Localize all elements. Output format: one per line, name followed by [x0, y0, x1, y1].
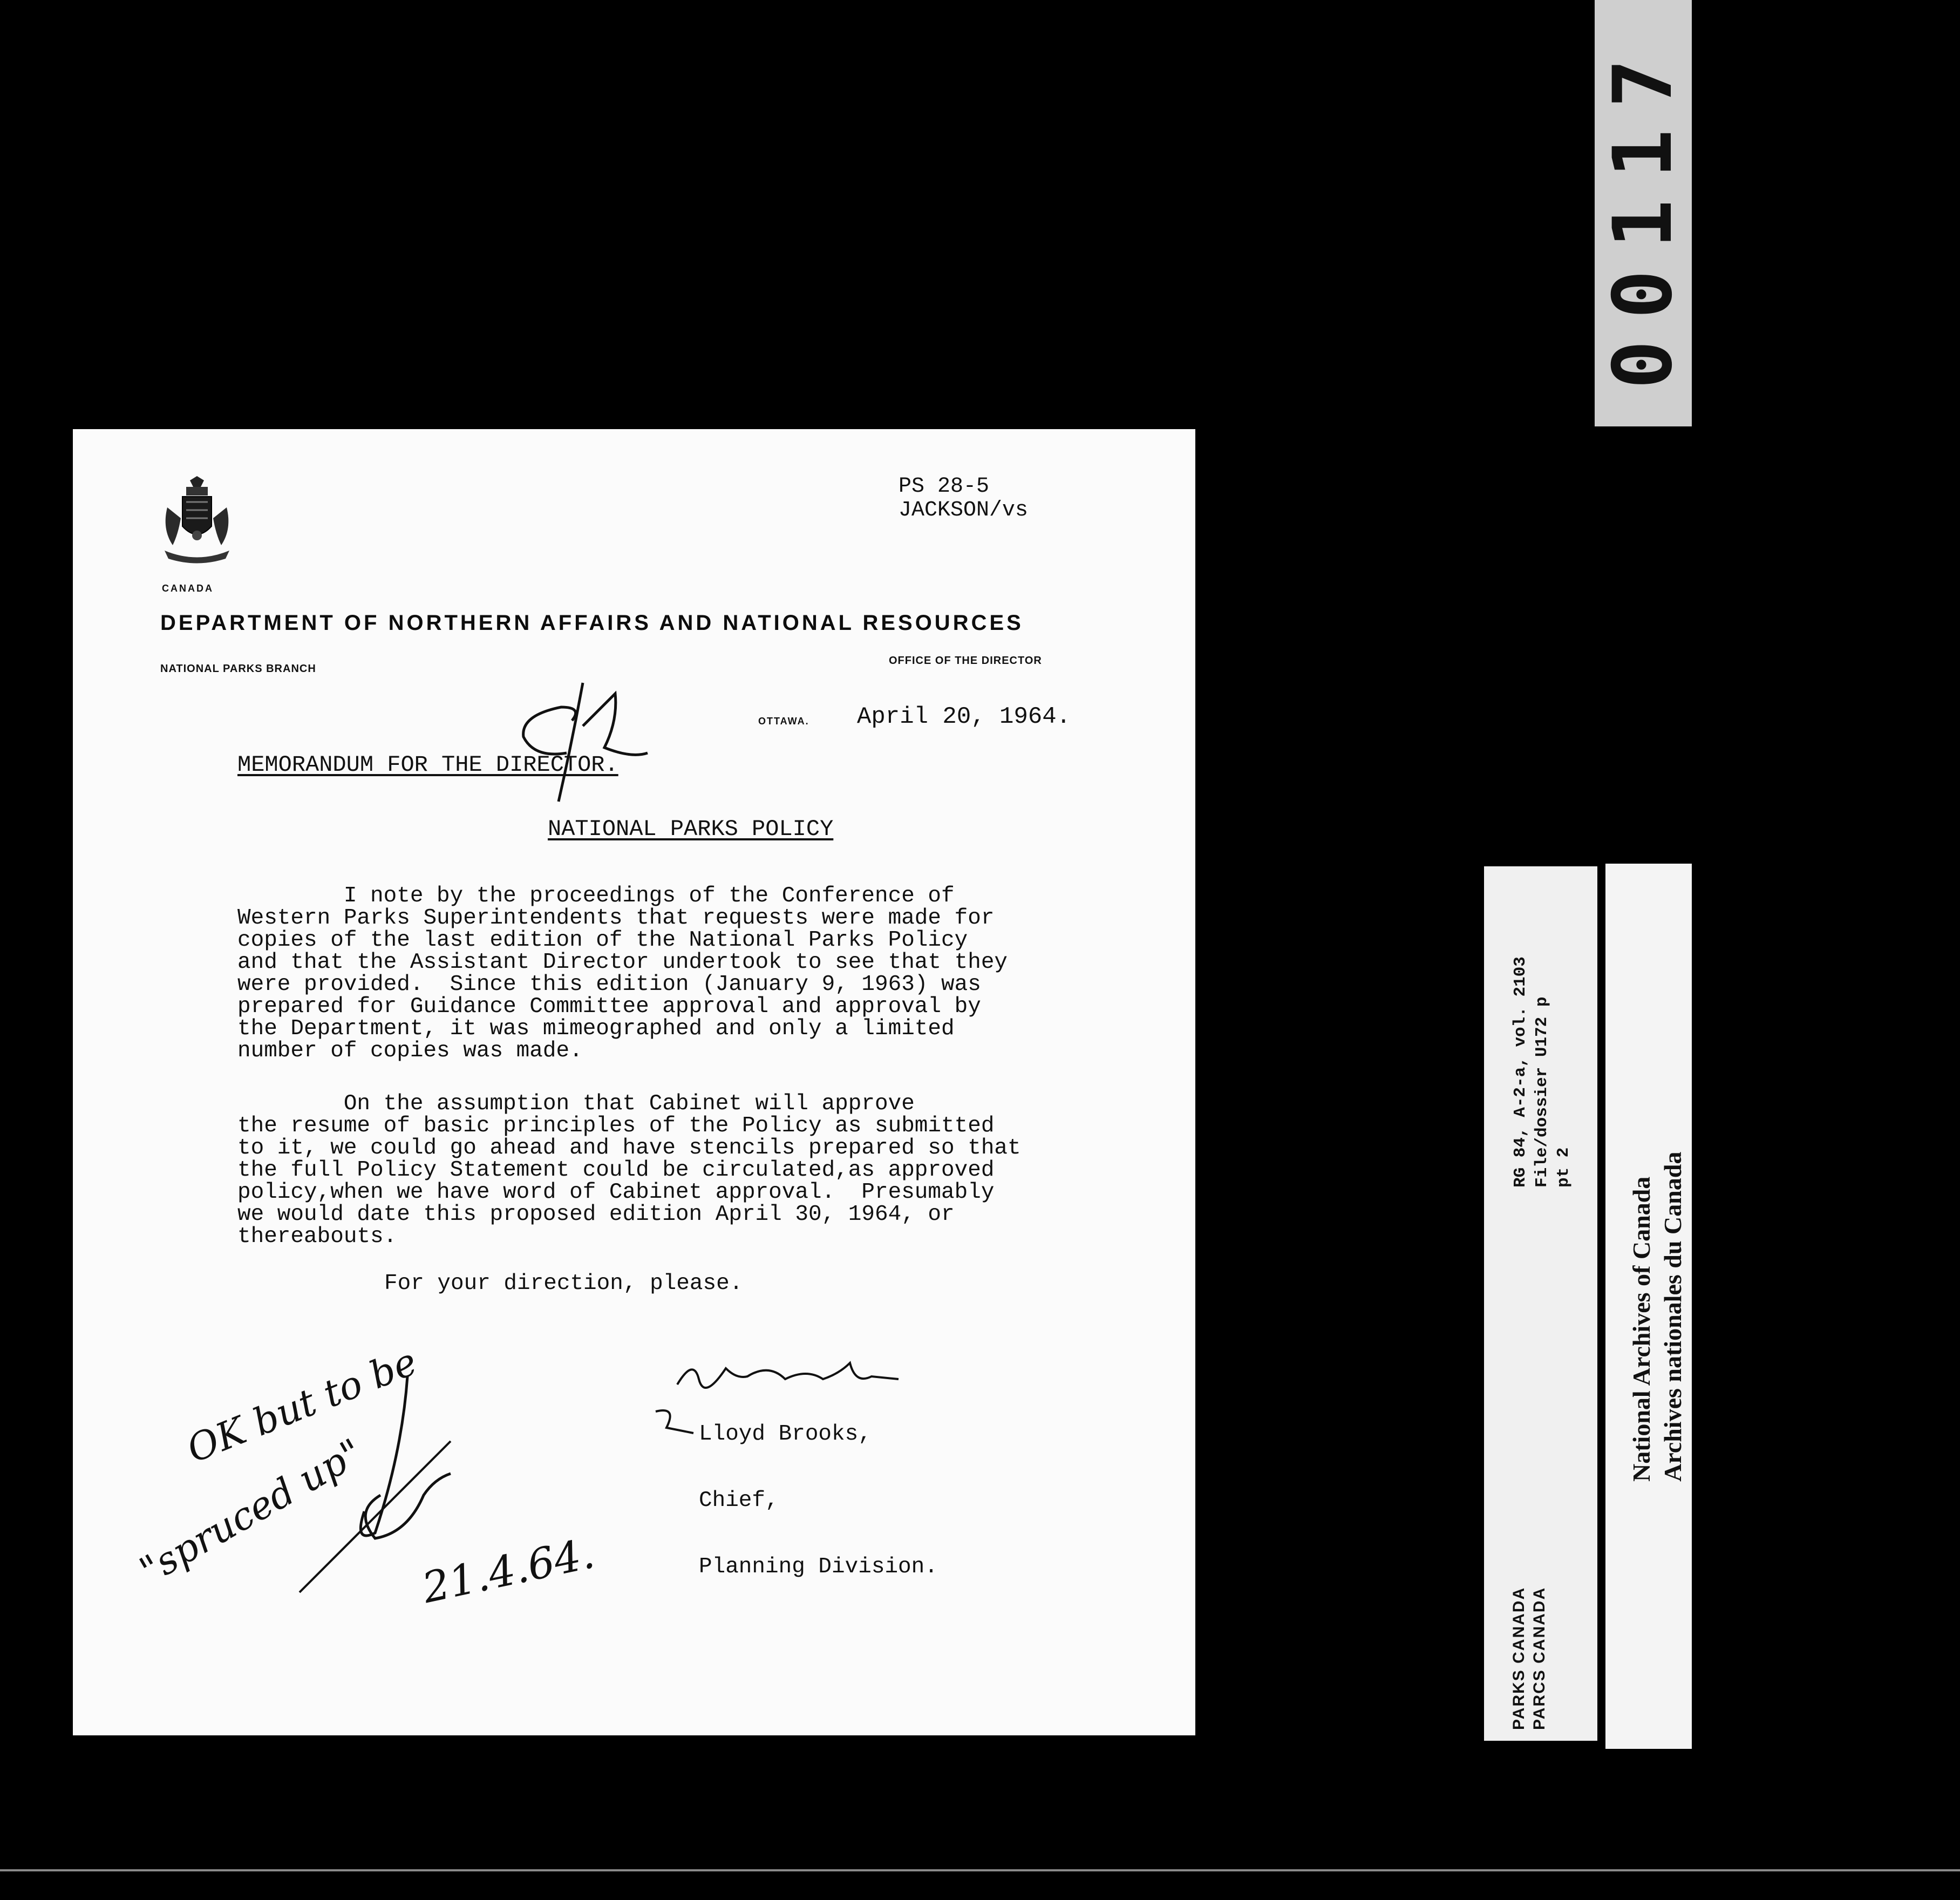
body-line: copies of the last edition of the National Parks Policy — [237, 928, 968, 953]
annotation-date: 21.4.64. — [418, 1529, 599, 1613]
archives-name-english: National Archives of Canada — [1628, 1176, 1655, 1482]
coat-of-arms-emblem — [156, 475, 237, 567]
body-line: prepared for Guidance Committee approval and approval by — [237, 994, 981, 1019]
signature-scrawl — [645, 1347, 925, 1449]
body-line: we would date this proposed edition April 30, 1964, or — [237, 1202, 955, 1227]
body-line: were provided. Since this edition (January 9, 1963) was — [237, 972, 981, 997]
archive-ref-line-3: pt 2 — [1554, 1147, 1573, 1188]
branch-label: NATIONAL PARKS BRANCH — [160, 663, 316, 675]
body-line: to it, we could go ahead and have stencils prepared so that — [237, 1136, 1021, 1161]
body-line: Western Parks Superintendents that requests were made for — [237, 906, 995, 931]
body-paragraph-1 — [237, 885, 1008, 1062]
body-line: number of copies was made. — [237, 1039, 583, 1063]
archive-reference-label — [1484, 866, 1597, 1741]
memo-subject: NATIONAL PARKS POLICY — [548, 816, 834, 842]
archives-name-label — [1605, 864, 1692, 1749]
file-reference — [899, 475, 1028, 522]
memo-heading: MEMORANDUM FOR THE DIRECTOR. — [237, 752, 618, 778]
country-label: CANADA — [162, 583, 214, 594]
agency-french: PARCS CANADA — [1530, 1586, 1548, 1730]
handwritten-annotation — [116, 1317, 602, 1706]
body-line: and that the Assistant Director undertook to see that they — [237, 950, 1008, 975]
closing-line: For your direction, please. — [384, 1271, 743, 1296]
frame-number: 00117 — [1596, 37, 1690, 389]
archive-ref-line-2: File/dossier U172 p — [1533, 996, 1551, 1188]
body-paragraph-2 — [237, 1093, 1021, 1248]
file-number: PS 28-5 — [899, 474, 990, 499]
body-line: I note by the proceedings of the Conference of — [237, 884, 955, 908]
memo-date: April 20, 1964. — [857, 703, 1071, 730]
archives-name-french: Archives nationales du Canada — [1659, 1151, 1686, 1482]
annotation-line-1: OK but to be — [181, 1339, 423, 1472]
body-line: policy,when we have word of Cabinet approval. Presumably — [237, 1180, 995, 1205]
archive-ref-line-1: RG 84, A-2-a, vol. 2103 — [1511, 956, 1530, 1188]
body-line: thereabouts. — [237, 1224, 397, 1249]
frame-counter-strip — [1595, 0, 1692, 426]
place-label: OTTAWA. — [758, 716, 809, 727]
signatory-title: Chief, — [699, 1488, 779, 1513]
director-initials-scrawl — [502, 677, 680, 807]
body-line: On the assumption that Cabinet will approve — [237, 1091, 915, 1116]
film-edge-line — [0, 1869, 1960, 1871]
body-line: the full Policy Statement could be circulated,as approved — [237, 1158, 995, 1183]
office-label: OFFICE OF THE DIRECTOR — [889, 655, 1042, 667]
signatory-division: Planning Division. — [699, 1555, 938, 1579]
department-title: DEPARTMENT OF NORTHERN AFFAIRS AND NATIONAL RESOURCES — [160, 611, 1024, 635]
body-line: the Department, it was mimeographed and only a limited — [237, 1016, 955, 1041]
annotation-line-2: "spruced up" — [132, 1430, 370, 1593]
typist-initials: JACKSON/vs — [899, 498, 1029, 522]
agency-english: PARKS CANADA — [1510, 1586, 1528, 1730]
body-line: the resume of basic principles of the Policy as submitted — [237, 1114, 995, 1138]
signatory-name: Lloyd Brooks, — [699, 1422, 872, 1447]
